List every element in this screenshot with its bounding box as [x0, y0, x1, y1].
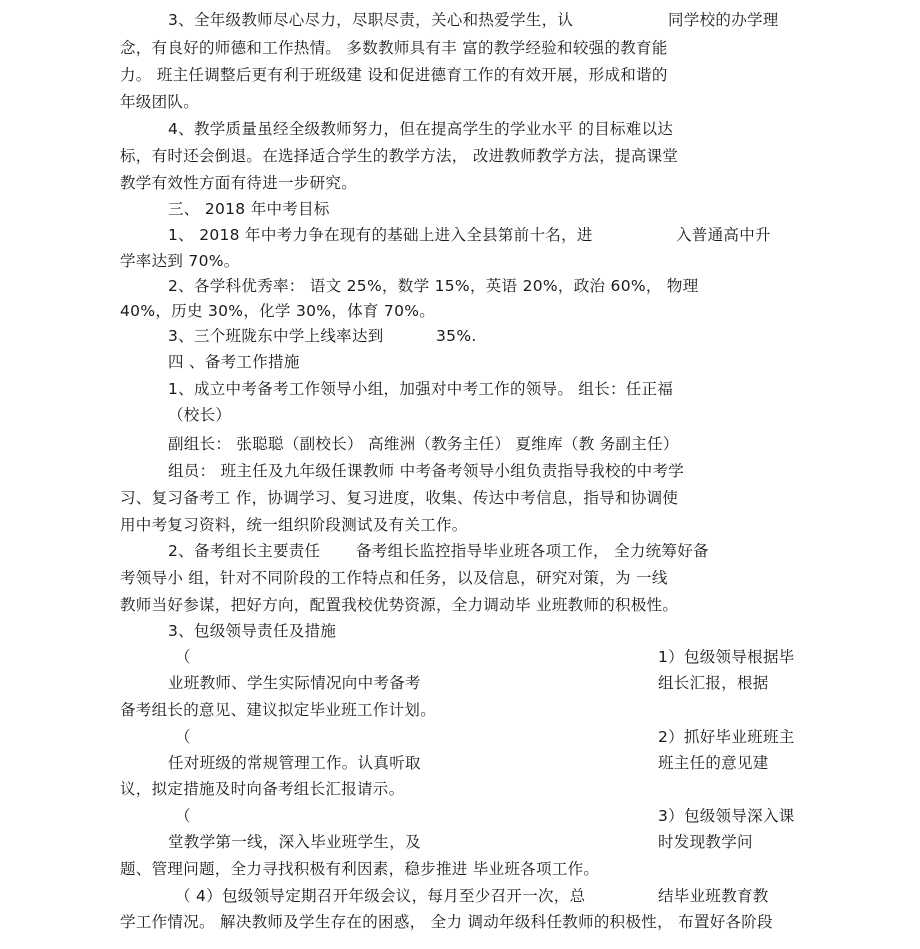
text-line: 副组长： 张聪聪（副校长） 高维洲（教务主任） 夏维库（教 务副主任） [168, 435, 679, 453]
text-line: （校长） [168, 406, 232, 424]
text-line: 年级团队。 [120, 93, 200, 111]
text-line: 习、复习备考工 作，协调学习、复习进度，收集、传达中考信息，指导和协调使 [120, 489, 679, 507]
text-line: 时发现教学问 [658, 833, 753, 851]
text-line: 学率达到 70%。 [120, 252, 240, 270]
text-line: 1）包级领导根据毕 [658, 648, 795, 666]
text-line: 议，拟定措施及时向备考组长汇报请示。 [120, 780, 405, 798]
text-line: （ [175, 728, 191, 746]
text-line: （ [175, 648, 191, 666]
text-line: 3）包级领导深入课 [658, 807, 795, 825]
text-line: 3、全年级教师尽心尽力，尽职尽责，关心和热爱学生，认 [168, 11, 574, 29]
text-line: 标，有时还会倒退。在选择适合学生的教学方法， 改进教师教学方法，提高课堂 [120, 147, 679, 165]
text-line: （ [175, 807, 191, 825]
section-heading: 三、 2018 年中考目标 [168, 200, 330, 218]
text-line: 组员： 班主任及九年级任课教师 中考备考领导小组负责指导我校的中考学 [168, 462, 685, 480]
text-line: 组长汇报，根据 [658, 674, 769, 692]
text-line: 任对班级的常规管理工作。认真听取 [168, 754, 421, 772]
text-line: 堂教学第一线，深入毕业班学生，及 [168, 833, 421, 851]
text-line: 班主任的意见建 [658, 754, 769, 772]
text-line: 2、备考组长主要责任 [168, 542, 321, 560]
text-line: 1、 2018 年中考力争在现有的基础上进入全县第前十名，进 [168, 226, 593, 244]
text-line: 教师当好参谋，把好方向，配置我校优势资源，全力调动毕 业班教师的积极性。 [120, 596, 679, 614]
section-heading: 四 、备考工作措施 [168, 353, 300, 371]
text-line: 用中考复习资料，统一组织阶段测试及有关工作。 [120, 516, 468, 534]
text-line: 4、教学质量虽经全级教师努力，但在提高学生的学业水平 的目标难以达 [168, 120, 674, 138]
text-line: 备考组长监控指导毕业班各项工作， 全力统筹好备 [356, 542, 709, 560]
text-line: 业班教师、学生实际情况向中考备考 [168, 674, 421, 692]
text-line: 3、三个班陇东中学上线率达到 [168, 327, 384, 345]
text-line: 1、成立中考备考工作领导小组，加强对中考工作的领导。 组长：任正福 [168, 380, 674, 398]
text-line: 题、管理问题，全力寻找积极有利因素，稳步推进 毕业班各项工作。 [120, 860, 600, 878]
text-line: 考领导小 组，针对不同阶段的工作特点和任务，以及信息，研究对策，为 一线 [120, 569, 668, 587]
text-line: 同学校的办学理 [668, 11, 779, 29]
text-line: 力。 班主任调整后更有利于班级建 设和促进德育工作的有效开展，形成和谐的 [120, 66, 668, 84]
text-line: 3、包级领导责任及措施 [168, 622, 337, 640]
text-line: 教学有效性方面有待进一步研究。 [120, 174, 358, 192]
text-line: 2）抓好毕业班班主 [658, 728, 795, 746]
text-line: 学工作情况。 解决教师及学生存在的困惑， 全力 调动年级科任教师的积极性， 布置好各阶段 [120, 913, 773, 931]
text-line: 念，有良好的师德和工作热情。 多数教师具有丰 富的教学经验和较强的教育能 [120, 39, 668, 57]
text-line: 2、各学科优秀率： 语文 25%，数学 15%，英语 20%，政治 60%， 物理 [168, 277, 699, 295]
text-line: 备考组长的意见、建议拟定毕业班工作计划。 [120, 701, 437, 719]
text-line: 入普通高中升 [676, 226, 771, 244]
text-line: （ 4）包级领导定期召开年级会议，每月至少召开一次，总 [175, 887, 586, 905]
text-line: 40%，历史 30%，化学 30%，体育 70%。 [120, 302, 436, 320]
text-line: 35%. [436, 327, 477, 345]
text-line: 结毕业班教育教 [658, 887, 769, 905]
